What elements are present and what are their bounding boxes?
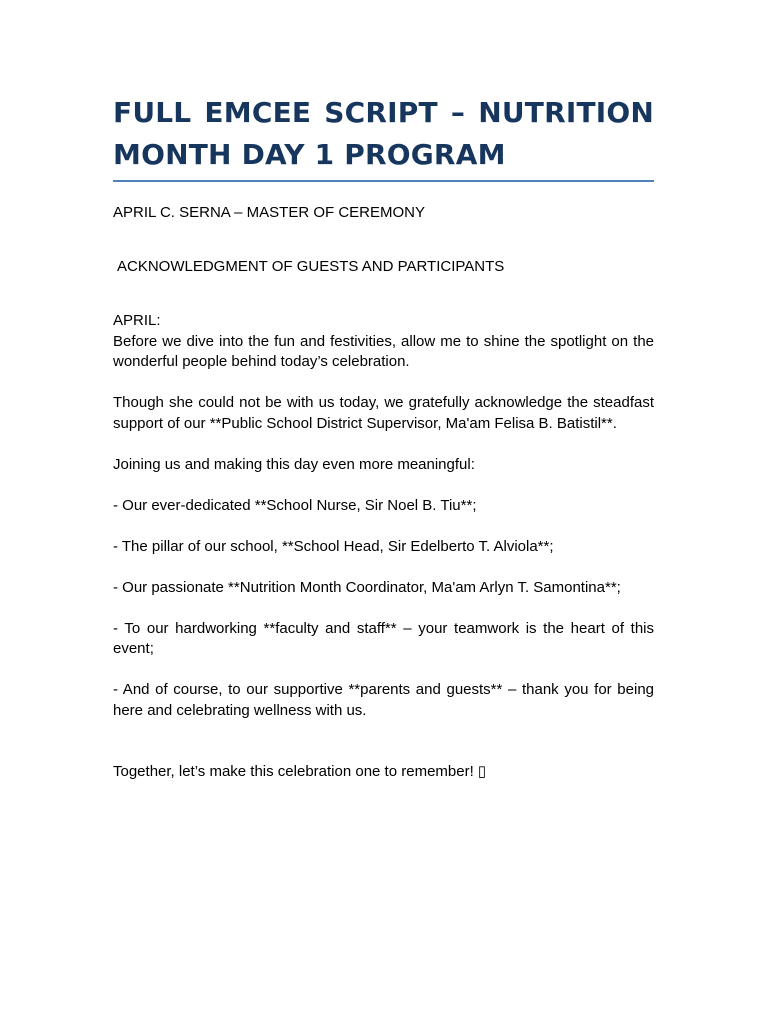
- paragraph-supervisor: Though she could not be with us today, we gratefully acknowledge the steadfast support of our **Public School District Supervisor, Ma'am Felisa B. Batistil**.: [113, 394, 654, 432]
- list-item-nurse: - Our ever-dedicated **School Nurse, Sir Noel B. Tiu**;: [113, 496, 477, 514]
- list-item-faculty: - To our hardworking **faculty and staff** – your teamwork is the heart of this event;: [113, 619, 654, 657]
- paragraph-joining: Joining us and making this day even more meaningful:: [113, 455, 475, 473]
- author-line: APRIL C. SERNA – MASTER OF CEREMONY: [113, 204, 426, 221]
- list-item-parents: - And of course, to our supportive **parents and guests** – thank you for being here and celebrating wellness with us.: [113, 681, 654, 719]
- paragraph-intro: Before we dive into the fun and festivities, allow me to shine the spotlight on the wonderful people behind today’s celebration.: [113, 332, 654, 370]
- closing-line: Together, let’s make this celebration one to remember! ▯: [113, 763, 487, 780]
- document-title: FULL EMCEE SCRIPT – NUTRITION MONTH DAY 1 PROGRAM: [113, 92, 654, 182]
- speaker-label: APRIL:: [113, 312, 161, 329]
- script-body: [113, 311, 654, 721]
- list-item-school-head: - The pillar of our school, **School Head, Sir Edelberto T. Alviola**;: [113, 537, 554, 555]
- list-item-coordinator: - Our passionate **Nutrition Month Coordinator, Ma'am Arlyn T. Samontina**;: [113, 578, 621, 596]
- section-heading: ACKNOWLEDGMENT OF GUESTS AND PARTICIPANTS: [117, 258, 505, 275]
- document-page: [113, 92, 654, 798]
